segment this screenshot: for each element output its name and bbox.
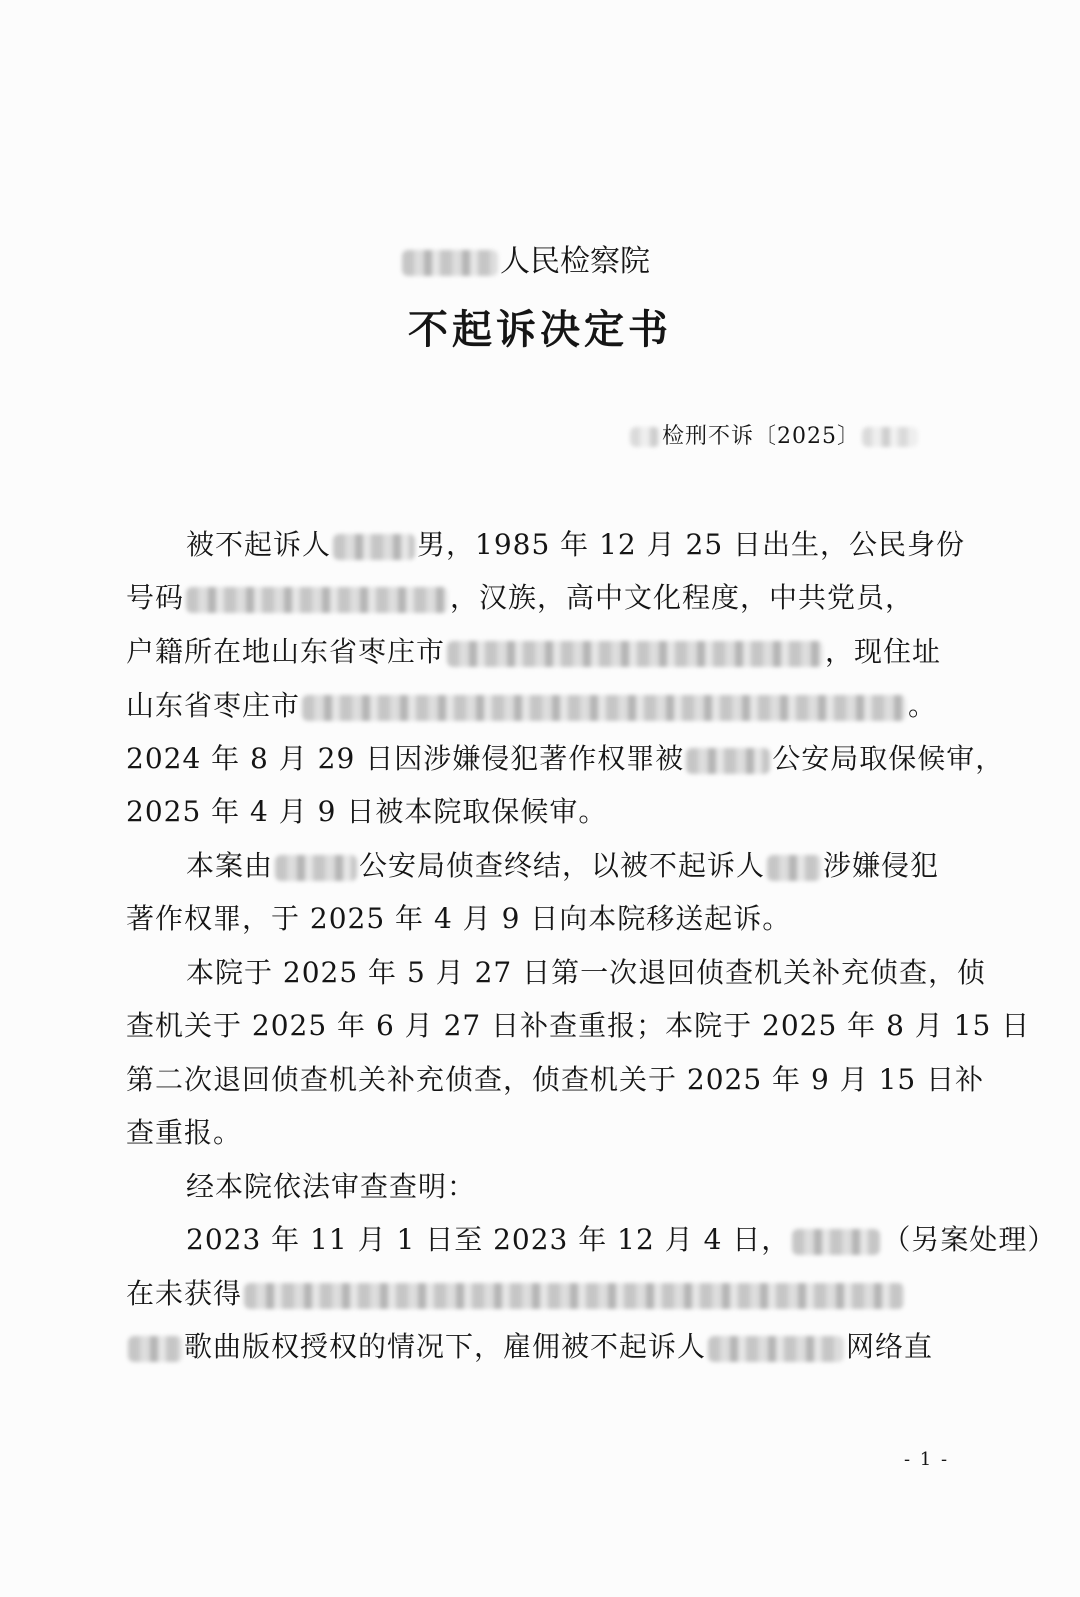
redaction-blur bbox=[402, 250, 498, 276]
text-line: 查重报。 bbox=[126, 1116, 243, 1149]
redaction-blur bbox=[244, 1283, 904, 1309]
org-suffix: 人民检察院 bbox=[500, 244, 650, 279]
text-line: 户籍所在地山东省枣庄市 ，现住址 bbox=[126, 635, 942, 668]
text-line: 2024 年 8 月 29 日因涉嫌侵犯著作权罪被 公安局取保候审， bbox=[126, 742, 1005, 775]
text-line: 著作权罪，于 2025 年 4 月 9 日向本院移送起诉。 bbox=[126, 902, 792, 935]
redaction-blur bbox=[333, 534, 415, 560]
text-line: 查机关于 2025 年 6 月 27 日补查重报；本院于 2025 年 8 月 15 日 bbox=[126, 1009, 1031, 1042]
redaction-blur bbox=[862, 427, 918, 447]
text-line: 被不起诉人 男，1985 年 12 月 25 日出生，公民身份 bbox=[186, 528, 966, 561]
redaction-blur bbox=[128, 1336, 182, 1362]
text-line: 2025 年 4 月 9 日被本院取保候审。 bbox=[126, 795, 608, 828]
text-line: 经本院依法审查查明： bbox=[186, 1170, 477, 1203]
redaction-blur bbox=[686, 748, 770, 774]
document-title: 不起诉决定书 bbox=[408, 306, 672, 353]
redaction-blur bbox=[275, 855, 357, 881]
redaction-blur bbox=[708, 1336, 844, 1362]
document-number: 检刑不诉〔2025〕 bbox=[628, 420, 920, 454]
text-line: 号码 ，汉族，高中文化程度，中共党员， bbox=[126, 581, 915, 614]
redaction-blur bbox=[792, 1229, 880, 1255]
redaction-blur bbox=[447, 641, 823, 667]
procuratorate-name bbox=[400, 240, 650, 284]
text-line: 歌曲版权授权的情况下，雇佣被不起诉人 网络直 bbox=[126, 1327, 933, 1367]
redaction-blur bbox=[302, 695, 906, 721]
text-line: 山东省枣庄市 。 bbox=[126, 689, 938, 722]
text-line: 本院于 2025 年 5 月 27 日第一次退回侦查机关补充侦查，侦 bbox=[186, 956, 987, 989]
text-line: 本案由 公安局侦查终结，以被不起诉人 涉嫌侵犯 bbox=[186, 849, 940, 882]
text-line: 2023 年 11 月 1 日至 2023 年 12 月 4 日， （另案处理） bbox=[186, 1223, 1057, 1256]
text-line: 第二次退回侦查机关补充侦查，侦查机关于 2025 年 9 月 15 日补 bbox=[126, 1063, 985, 1096]
text-line: 在未获得 bbox=[126, 1274, 906, 1314]
redaction-blur bbox=[186, 587, 448, 613]
redaction-blur bbox=[767, 855, 821, 881]
page-number: - 1 - bbox=[904, 1449, 950, 1470]
redaction-blur bbox=[630, 427, 660, 447]
